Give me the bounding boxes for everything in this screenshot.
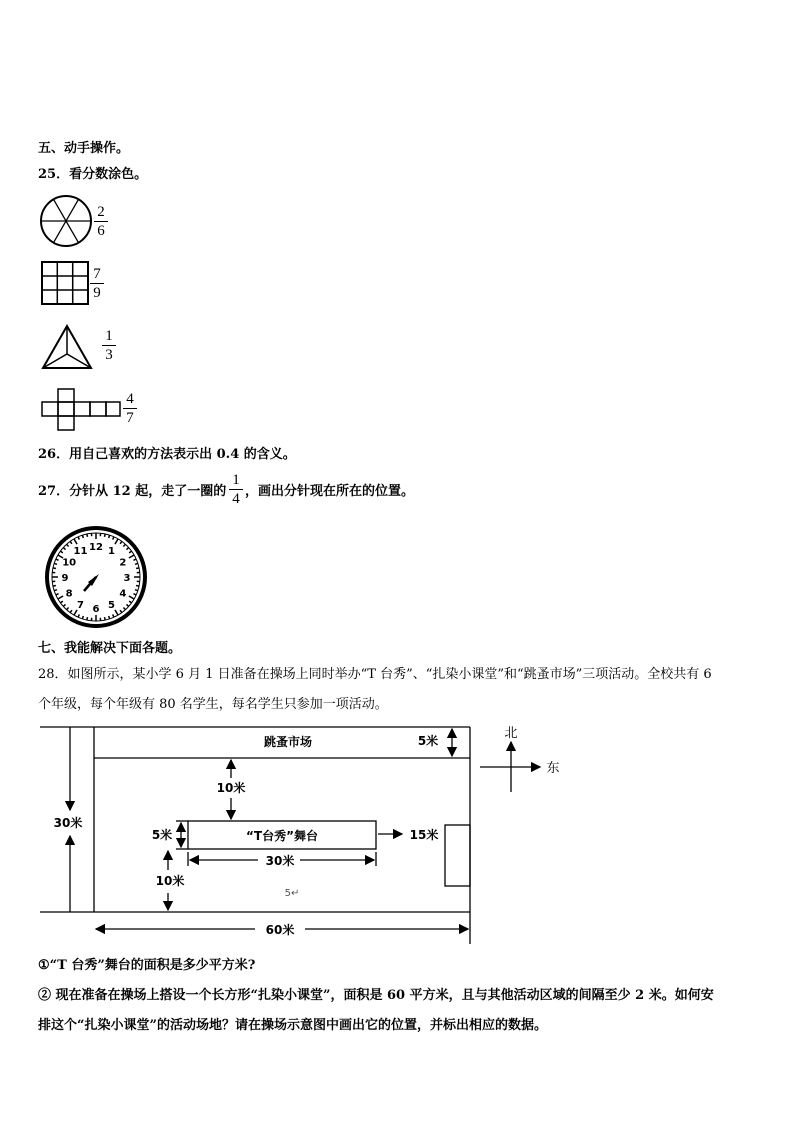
- clock-number: 10: [62, 557, 77, 569]
- numerator: 1: [232, 472, 240, 488]
- clock-number: 8: [65, 588, 73, 600]
- dim-gap-bottom: 10米: [155, 874, 185, 888]
- dim-height: 30米: [53, 816, 83, 830]
- denominator: 7: [126, 410, 134, 426]
- clock-number: 2: [119, 557, 127, 569]
- numerator: 2: [97, 204, 105, 220]
- question-28-line2: 个年级，每个年级有 80 名学生，每名学生只参加一项活动。: [38, 697, 388, 712]
- dim-gap-top: 10米: [216, 781, 246, 795]
- q27-text-after: ，画出分针现在所在的位置。: [245, 484, 415, 499]
- question-28-sub2-line1: ② 现在准备在操场上搭设一个长方形“扎染小课堂”，面积是 60 平方米，且与其他活动区域的间隔至少 2 米。如何安: [38, 988, 714, 1003]
- numerator: 7: [93, 266, 101, 282]
- numerator: 1: [105, 328, 113, 344]
- dim-gap-right: 15米: [409, 828, 439, 842]
- clock-number: 3: [123, 573, 131, 584]
- clock-number: 12: [89, 542, 103, 553]
- clock-number: 7: [77, 599, 84, 611]
- clock-number: 1: [108, 546, 115, 558]
- compass-east-label: 东: [546, 761, 560, 776]
- question-28-sub1: ①“T 台秀”舞台的面积是多少平方米?: [38, 958, 256, 973]
- question-25-title: 25．看分数涂色。: [38, 167, 148, 182]
- dim-stage-width: 30米: [265, 854, 295, 868]
- dim-width: 60米: [265, 923, 295, 937]
- section-title-7: 七、我能解决下面各题。: [38, 641, 182, 656]
- dim-stage-height: 5米: [151, 828, 173, 842]
- stray-mark: 5↵: [284, 888, 300, 899]
- clock-number: 4: [119, 588, 127, 600]
- denominator: 9: [93, 285, 101, 301]
- denominator: 3: [105, 347, 113, 363]
- clock-number: 6: [92, 604, 100, 615]
- question-28-line1: 28．如图所示，某小学 6 月 1 日准备在操场上同时举办“T 台秀”、“扎染小课堂”和“跳蚤市场”三项活动。全校共有 6: [38, 667, 712, 682]
- stage-label: “T台秀”舞台: [246, 829, 318, 843]
- clock-number: 11: [73, 546, 88, 558]
- section-title: 五、动手操作。: [38, 141, 130, 156]
- q27-text-before: 27．分针从 12 起，走了一圈的: [38, 484, 227, 499]
- clock-number: 9: [61, 573, 69, 584]
- market-label: 跳蚤市场: [263, 735, 313, 749]
- numerator: 4: [126, 391, 134, 407]
- denominator: 6: [97, 223, 105, 239]
- question-28-sub2-line2: 排这个“扎染小课堂”的活动场地？请在操场示意图中画出它的位置，并标出相应的数据。: [38, 1018, 547, 1033]
- clock-number: 5: [108, 599, 115, 611]
- compass-north-label: 北: [504, 726, 518, 741]
- dim-top-strip: 5米: [417, 734, 439, 748]
- question-26-title: 26．用自己喜欢的方法表示出 0.4 的含义。: [38, 447, 296, 462]
- denominator: 4: [232, 491, 240, 507]
